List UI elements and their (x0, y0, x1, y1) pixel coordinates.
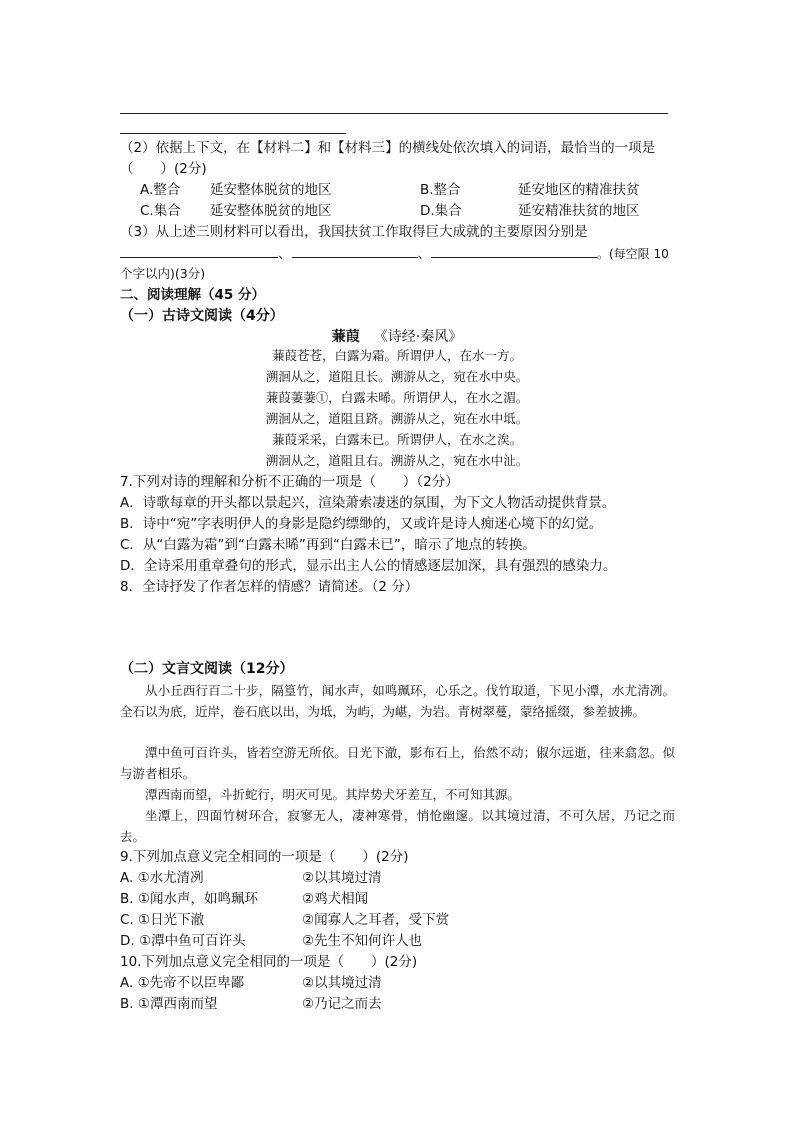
question-7-option: D．全诗采用重章叠句的形式，显示出主人公的情感逐层加深，具有强烈的感染力。 (120, 558, 617, 574)
fill-blank-3[interactable] (431, 243, 597, 258)
question-2-stem: （2）依据上下文，在【材料二】和【材料三】的横线处依次填入的词语，最恰当的一项是 (120, 140, 656, 156)
question-10-option-b: B. ①潭西南而望 (120, 996, 218, 1012)
question-9-option-b2: ②鸡犬相闻 (302, 891, 369, 907)
option-b-text: 延安地区的精准扶贫 (518, 182, 640, 198)
question-3-blanks (120, 243, 669, 264)
question-2-paren: （ ）(2分) (120, 161, 207, 177)
question-9-option-d: D. ①潭中鱼可百许头 (120, 933, 246, 949)
fill-blank-2[interactable] (292, 243, 418, 258)
question-3-limit: 。(每空限 10 (597, 247, 669, 261)
section-heading: 二、阅读理解（45 分） (120, 287, 265, 303)
poem-line: 溯洄从之，道阻且跻。溯游从之，宛在水中坻。 (265, 411, 529, 426)
poem-line: 溯洄从之，道阻且右。溯游从之，宛在水中沚。 (265, 453, 529, 468)
question-9-option-c: C. ①日光下澈 (120, 912, 205, 928)
poem-title: 蒹葭 (331, 329, 360, 345)
poem-line: 蒹葭采采，白露未已。所谓伊人，在水之涘。 (271, 432, 522, 447)
question-3-limit-cont: 个字以内)(3分) (120, 266, 206, 281)
question-9-option-a2: ②以其境过清 (302, 870, 382, 886)
question-9-option-c2: ②闻寡人之耳者，受下赏 (302, 912, 450, 928)
option-a-text: 延安整体脱贫的地区 (210, 182, 332, 198)
prose-paragraph: 从小丘西行百二十步，隔篁竹，闻水声，如鸣珮环，心乐之。伐竹取道，下见小潭，水尤清冽。全石以为底，近岸，卷石底以出，为坻，为屿，为嵁，为岩。青树翠蔓，蒙络摇缀，参差披拂。 (120, 683, 675, 719)
question-10-option-b2: ②乃记之而去 (302, 996, 382, 1012)
separator: 、 (417, 246, 431, 262)
question-9-option-a: A. ①水尤清冽 (120, 870, 204, 886)
subsection-heading-prose: （二）文言文阅读（12分） (120, 661, 294, 677)
option-b-letter: B.整合 (420, 182, 461, 198)
fill-blank-1[interactable] (120, 243, 278, 258)
question-9-option-b: B. ①闻水声，如鸣珮环 (120, 891, 258, 907)
answer-line (120, 113, 668, 114)
question-7-option: B．诗中“宛”字表明伊人的身影是隐约缥缈的，又或许是诗人痴迷心境下的幻觉。 (120, 516, 603, 532)
prose-paragraph: 坐潭上，四面竹树环合，寂寥无人，凄神寒骨，悄怆幽邃。以其境过清，不可久居，乃记之而去。 (120, 808, 675, 844)
question-10-option-a: A. ①先帝不以臣卑鄙 (120, 975, 245, 991)
question-7-stem: 7.下列对诗的理解和分析不正确的一项是（ ）（2分） (120, 474, 459, 490)
subsection-heading-poetry: （一）古诗文阅读（4分） (120, 308, 284, 324)
question-8-stem: 8．全诗抒发了作者怎样的情感？请简述。（2 分） (120, 579, 419, 595)
option-d-letter: D.集合 (420, 203, 462, 219)
prose-paragraph: 潭西南而望，斗折蛇行，明灭可见。其岸势犬牙差互，不可知其源。 (145, 787, 521, 802)
poem-line: 蒹葭萋萋①，白露未晞。所谓伊人，在水之湄。 (265, 390, 529, 405)
question-7-option: A．诗歌每章的开头都以景起兴，渲染萧索凄迷的氛围，为下文人物活动提供背景。 (120, 495, 616, 511)
question-7-option: C．从“白露为霜”到“白露未晞”再到“白露未已”，暗示了地点的转换。 (120, 537, 536, 553)
question-9-option-d2: ②先生不知何许人也 (302, 933, 423, 949)
question-3-stem: （3）从上述三则材料可以看出，我国扶贫工作取得巨大成就的主要原因分别是 (120, 224, 588, 240)
poem-line: 溯洄从之，道阻且长。溯游从之，宛在水中央。 (265, 369, 529, 384)
answer-line (120, 133, 346, 134)
option-c-text: 延安整体脱贫的地区 (210, 203, 332, 219)
question-10-option-a2: ②以其境过清 (302, 975, 382, 991)
poem-line: 蒹葭苍苍，白露为霜。所谓伊人，在水一方。 (271, 348, 522, 363)
option-d-text: 延安精准扶贫的地区 (518, 203, 640, 219)
question-10-stem: 10.下列加点意义完全相同的一项是（ ）(2分) (120, 954, 418, 970)
option-a-letter: A.整合 (140, 182, 181, 198)
prose-paragraph: 潭中鱼可百许头，皆若空游无所依。日光下澈，影布石上，佁然不动；俶尔远逝，往来翕忽。似与游者相乐。 (120, 745, 675, 781)
question-9-stem: 9.下列加点意义完全相同的一项是（ ）(2分) (120, 849, 409, 865)
poem-source: 《诗经·秦风》 (373, 329, 463, 345)
poem-title-line (0, 327, 794, 347)
option-c-letter: C.集合 (140, 203, 181, 219)
separator: 、 (278, 246, 292, 262)
